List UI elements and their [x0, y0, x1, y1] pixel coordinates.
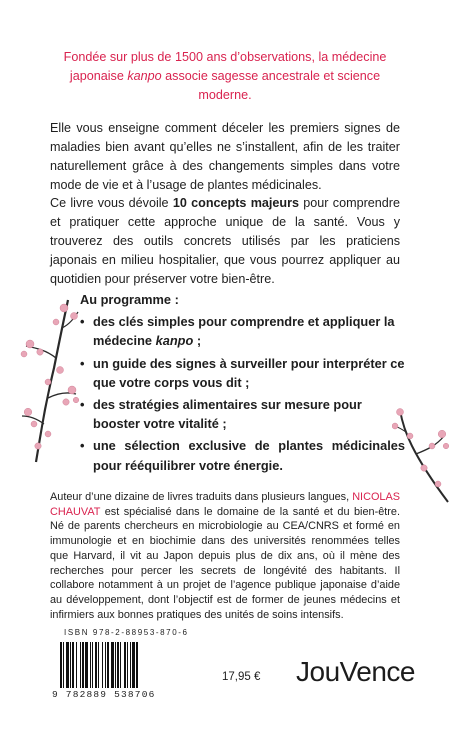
description-paragraph-1: Elle vous enseigne comment déceler les premiers signes de maladies bien avant qu’elles ne s’installent, afin de les traiter naturellement grâce à des changements simples dans votre mode de vie et à l’usage de plantes médicinales.: [50, 121, 400, 192]
publisher-logo: JouVence: [296, 656, 415, 687]
price-label: 17,95 €: [222, 671, 261, 683]
isbn-label: ISBN 978-2-88953-870-6: [64, 628, 189, 637]
programme-item-2: • un guide des signes à surveiller pour interpréter ce que votre corps vous dit ;: [80, 354, 405, 392]
intro-tagline: Fondée sur plus de 1500 ans d’observations, la médecine japonaise kanpo associe sagesse ancestrale et science moderne.: [63, 50, 387, 102]
kanpo-term: kanpo: [127, 69, 162, 83]
author-name: NICOLAS CHAUVAT: [50, 491, 400, 518]
author-bio: Auteur d’une dizaine de livres traduits dans plusieurs langues, NICOLAS CHAUVAT est spécialisé dans le domaine de la santé et du bien-être. Né de parents chercheurs en microbiologie au CEA/CNRS et formé en immunologie et en biochimie dans des universités renommées telles que Harvard, il vit au Japon depuis plus de dix ans, où il mène des recherches pour percer les secrets de longévité des habitants. Il collabore notamment à un projet de l’agence publique japonaise d’aide au développement, dont l’objectif est de former de jeunes médecins et infirmiers aux bonnes pratiques des unités de soins intensifs.: [50, 491, 400, 621]
barcode-digits: 9 782889 538706: [52, 689, 156, 700]
programme-item-4: • une sélection exclusive de plantes médicinales pour rééquilibrer votre énergie.: [80, 436, 405, 474]
programme-list: [80, 290, 405, 478]
programme-title: Au programme :: [80, 292, 179, 307]
programme-item-1: • des clés simples pour comprendre et appliquer la médecine kanpo ;: [80, 312, 405, 350]
programme-item-3: • des stratégies alimentaires sur mesure pour booster votre vitalité ;: [80, 395, 405, 433]
description-paragraph-2: Ce livre vous dévoile 10 concepts majeurs pour comprendre et pratiquer cette approche unique de la santé. Vous y trouverez des outils concrets utilisés par les praticiens japonais en milieu hospitalier, que vous pourrez appliquer au quotidien pour préserver votre bien-être.: [50, 196, 400, 286]
barcode: [60, 642, 168, 688]
ten-concepts-highlight: 10 concepts majeurs: [172, 196, 300, 210]
cherry-blossom-branch-left: [18, 298, 80, 464]
